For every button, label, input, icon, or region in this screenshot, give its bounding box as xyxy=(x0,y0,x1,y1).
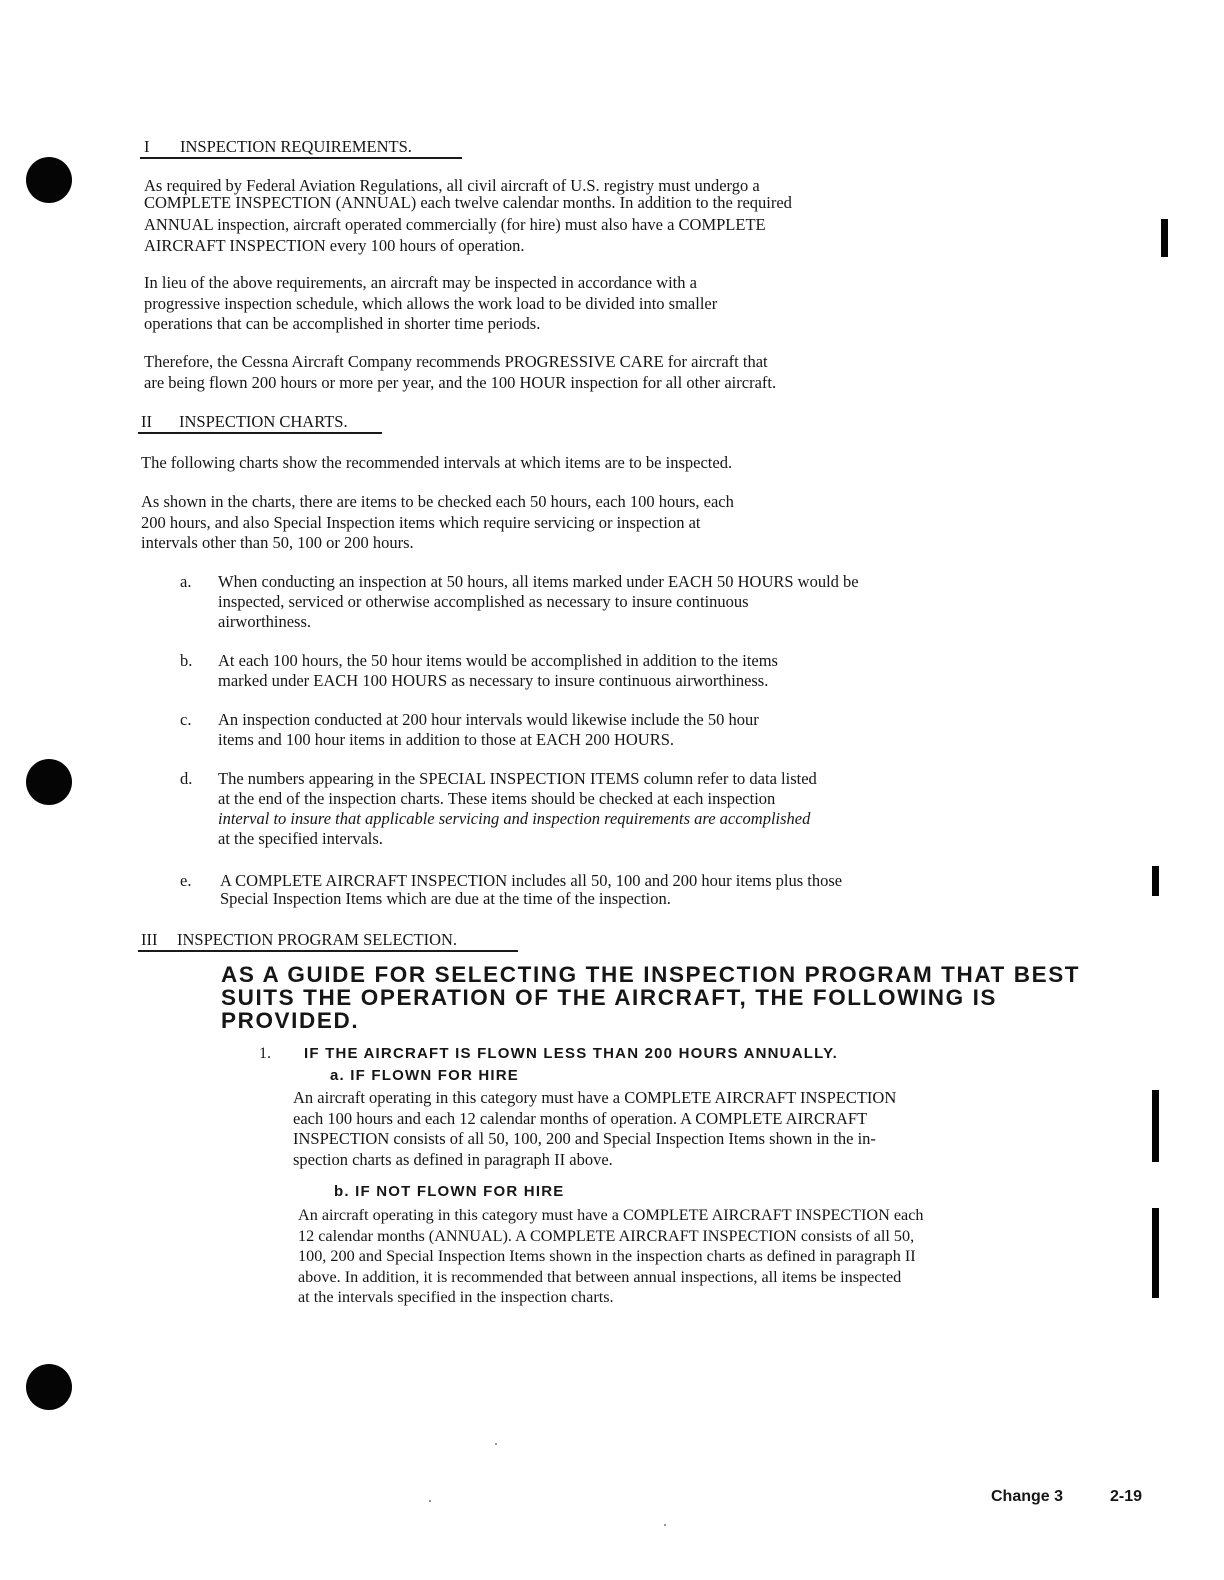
section-1-numeral: I xyxy=(144,137,150,156)
case-1-title: IF THE AIRCRAFT IS FLOWN LESS THAN 200 HOURS ANNUALLY. xyxy=(304,1045,838,1062)
section-3-underline xyxy=(138,950,518,952)
scan-speck xyxy=(664,1524,666,1526)
section-2-paragraph-1: The following charts show the recommended intervals at which items are to be inspected. xyxy=(141,453,733,472)
section-1-heading xyxy=(144,137,412,157)
case-1b-paragraph: An aircraft operating in this category must have a COMPLETE AIRCRAFT INSPECTION each 12 calendar months (ANNUAL). A COMPLETE AIRCRAFT INSPECTION consists of all 50, 100, 200 and Special Inspection Items shown in the inspection charts as defined in paragraph II above. In addition, it is recommended that between annual inspections, all items be inspected at the intervals specified in the inspection charts. xyxy=(298,1206,924,1306)
case-1b-label: b. IF NOT FLOWN FOR HIRE xyxy=(334,1183,565,1200)
change-number: Change 3 xyxy=(991,1488,1064,1505)
section-1-title: INSPECTION REQUIREMENTS. xyxy=(180,137,412,156)
scan-speck xyxy=(495,1443,497,1445)
binder-hole-bottom xyxy=(26,1364,72,1410)
section-2-underline xyxy=(138,432,382,434)
section-2-title: INSPECTION CHARTS. xyxy=(179,412,348,431)
section-1-paragraph-1: As required by Federal Aviation Regulations, all civil aircraft of U.S. registry must undergo a COMPLETE INSPECTION (ANNUAL) each twelve calendar months. In addition to the required xyxy=(144,176,792,212)
case-1a-paragraph: An aircraft operating in this category must have a COMPLETE AIRCRAFT INSPECTION each 100 hours and each 12 calendar months of operation. A COMPLETE AIRCRAFT INSPECTION consists of all 50, 100, 200 and Special Inspection Items shown in the in- spection charts as defined in paragraph II above. xyxy=(293,1088,897,1169)
section-1-paragraph-2: In lieu of the above requirements, an aircraft may be inspected in accordance with a progressive inspection schedule, which allows the work load to be divided into smaller operations that can be accomplished in shorter time periods. xyxy=(144,273,718,333)
section-2-numeral: II xyxy=(141,412,152,431)
change-bar xyxy=(1161,219,1168,257)
page-number: 2-19 xyxy=(1110,1488,1143,1505)
section-1-underline xyxy=(140,157,462,159)
scan-speck xyxy=(429,1500,431,1502)
manual-page: I INSPECTION REQUIREMENTS. As required by Federal Aviation Regulations, all civil aircraft of U.S. registry must undergo a COMPLETE INSPECTION (ANNUAL) each twelve calendar months. In addition to the required ANNUAL inspection, aircraft operated commercially (for hire) must also have a COMPLETE AIRCRAFT INSPECTION every 100 hours of operation. In lieu of the above requirements, an aircraft may be inspected in accordance with a progressive inspection schedule, which allows the work load to be divided into smaller operations that can be accomplished in shorter time periods. Therefore, the Cessna Aircraft Company recommends PROGRESSIVE CARE for aircraft that are being flown 200 hours or more per year, and the 100 HOUR inspection for all other aircraft. II INSPECTION CHARTS. The following charts show the recommended intervals at which items are to be inspected. As shown in the charts, there are items to be checked each 50 hours, each 100 hours, each 200 hours, and also Special Inspection items which require servicing or inspection at intervals other than 50, 100 or 200 hours. a. When conducting an inspection at 50 hours, all items marked under EACH 50 HOURS would be inspected, serviced or otherwise accomplished as necessary to insure continuous airworthiness. b. At each 100 hours, the 50 hour items would be accomplished in addition to the items marked under EACH 100 HOURS as necessary to insure continuous airworthiness. c. An inspection conducted at 200 hour intervals would likewise include the 50 hour items and 100 hour items in addition to those at EACH 200 HOURS. d. The numbers appearing in the SPECIAL INSPECTION ITEMS column refer to data listed at the end of the inspection charts. These items should be checked at each inspection interval to insure that applicable servicing and inspection requirements are accomplished at the specified intervals. e. A COMPLETE AIRCRAFT INSPECTION includes all 50, 100 and 200 hour items plus those Special Inspection Items which are due at the time of the inspection. III INSPECTION PROGRAM SELECTION. AS A GUIDE FOR SELECTING THE INSPECTION PROGRAM THAT BEST SUITS THE OPERATION OF THE AIRCRAFT, THE FOLLOWING IS PROVIDED. 1. IF THE AIRCRAFT IS FLOWN LESS THAN 200 HOURS ANNUALLY. a. IF FLOWN FOR HIRE An aircraft operating in this category must have a COMPLETE AIRCRAFT INSPECTION each 100 hours and each 12 calendar months of operation. A COMPLETE AIRCRAFT INSPECTION consists of all 50, 100, 200 and Special Inspection Items shown in the in- spection charts as defined in paragraph II above. b. IF NOT FLOWN FOR HIRE An aircraft operating in this category must have a COMPLETE AIRCRAFT INSPECTION each 12 calendar months (ANNUAL). A COMPLETE AIRCRAFT INSPECTION consists of all 50, 100, 200 and Special Inspection Items shown in the inspection charts as defined in paragraph II above. In addition, it is recommended that between annual inspections, all items be inspected at the intervals specified in the inspection charts. Change 3 2-19 xyxy=(0,0,1224,1580)
section-2-paragraph-2: As shown in the charts, there are items to be checked each 50 hours, each 100 hours, each 200 hours, and also Special Inspection items which require servicing or inspection at intervals other than 50, 100 or 200 hours. xyxy=(141,492,734,552)
case-1a-label: a. IF FLOWN FOR HIRE xyxy=(330,1067,519,1084)
case-1-number: 1. xyxy=(259,1045,271,1062)
section-1-paragraph-3: Therefore, the Cessna Aircraft Company recommends PROGRESSIVE CARE for aircraft that are being flown 200 hours or more per year, and the 100 HOUR inspection for all other aircraft. xyxy=(144,352,777,392)
section-3-title: INSPECTION PROGRAM SELECTION. xyxy=(177,930,458,949)
section-1-paragraph-1-cont: ANNUAL inspection, aircraft operated commercially (for hire) must also have a COMPLETE AIRCRAFT INSPECTION every 100 hours of operation. xyxy=(144,215,766,255)
change-bar xyxy=(1152,1208,1159,1298)
binder-hole-top xyxy=(26,157,72,203)
binder-hole-middle xyxy=(26,759,72,805)
change-bar xyxy=(1152,866,1159,896)
change-bar xyxy=(1152,1090,1159,1162)
section-3-heading xyxy=(141,930,457,950)
section-3-numeral: III xyxy=(141,930,158,949)
section-2-heading xyxy=(141,412,348,432)
program-guide-heading: AS A GUIDE FOR SELECTING THE INSPECTION PROGRAM THAT BEST SUITS THE OPERATION OF THE AIRCRAFT, THE FOLLOWING IS PROVIDED. xyxy=(221,962,1081,1033)
